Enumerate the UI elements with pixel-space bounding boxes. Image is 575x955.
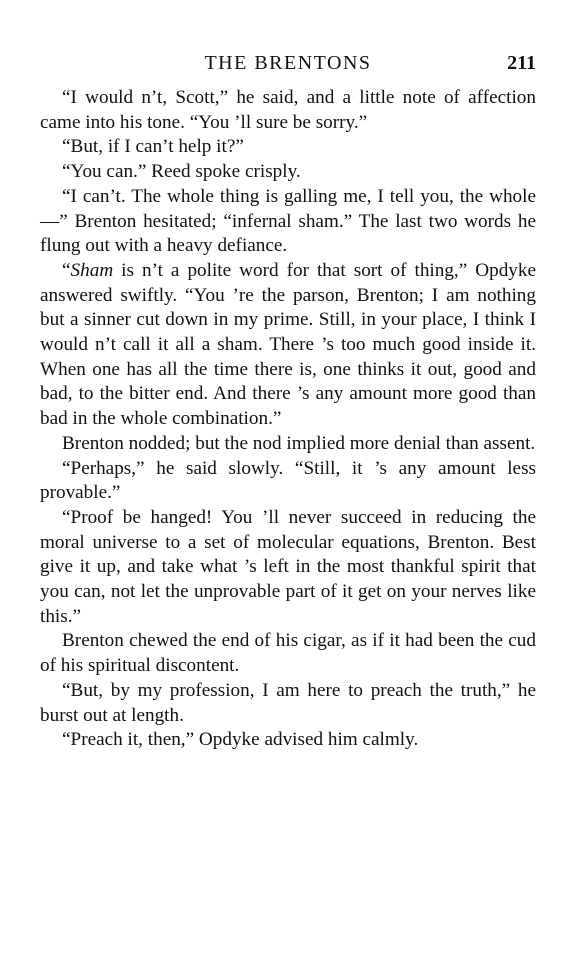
paragraph-lead: “ (62, 259, 71, 281)
paragraph-rest: is n’t a polite word for that sort of thing,” Opdyke answered swiftly. “You ’re the parson, Brenton; I am nothing but a sinner cut down in my prime. Still, in your place, I think I would n’t call it all a sham. There ’s too much good inside it. When one has all the time there is, one thinks it out, good and bad, to the bitter end. And there ’s any amount more good than bad in the whole combination.” (40, 259, 536, 430)
paragraph (40, 259, 536, 432)
page-header (40, 50, 536, 76)
paragraph: “But, by my profession, I am here to preach the truth,” he burst out at length. (40, 679, 536, 726)
paragraph: “You can.” Reed spoke crisply. (62, 161, 301, 183)
paragraph: “Proof be hanged! You ’ll never succeed in reducing the moral universe to a set of molecular equations, Brenton. Best give it up, and take what ’s left in the most thankful spirit that you can, not let the unprovable part of it get on your nerves like this.” (40, 506, 536, 627)
paragraph: Brenton nodded; but the nod implied more denial than assent. (62, 432, 536, 454)
paragraph: “I would n’t, Scott,” he said, and a little note of affection came into his tone. “You ’ll sure be sorry.” (40, 87, 536, 133)
paragraph: “But, if I can’t help it?” (62, 136, 244, 158)
paragraph: “Preach it, then,” Opdyke advised him calmly. (62, 729, 419, 751)
body-text (40, 86, 536, 753)
page-number: 211 (507, 52, 536, 74)
paragraph: Brenton chewed the end of his cigar, as if it had been the cud of his spiritual discontent. (40, 630, 536, 677)
running-title: THE BRENTONS (204, 52, 372, 74)
paragraph: “Perhaps,” he said slowly. “Still, it ’s any amount less provable.” (40, 457, 536, 504)
paragraph: “I can’t. The whole thing is galling me, I tell you, the whole —” Brenton hesitated; “infernal sham.” The last two words he flung out with a heavy defiance. (40, 185, 536, 257)
emphasized-word: Sham (70, 259, 114, 281)
